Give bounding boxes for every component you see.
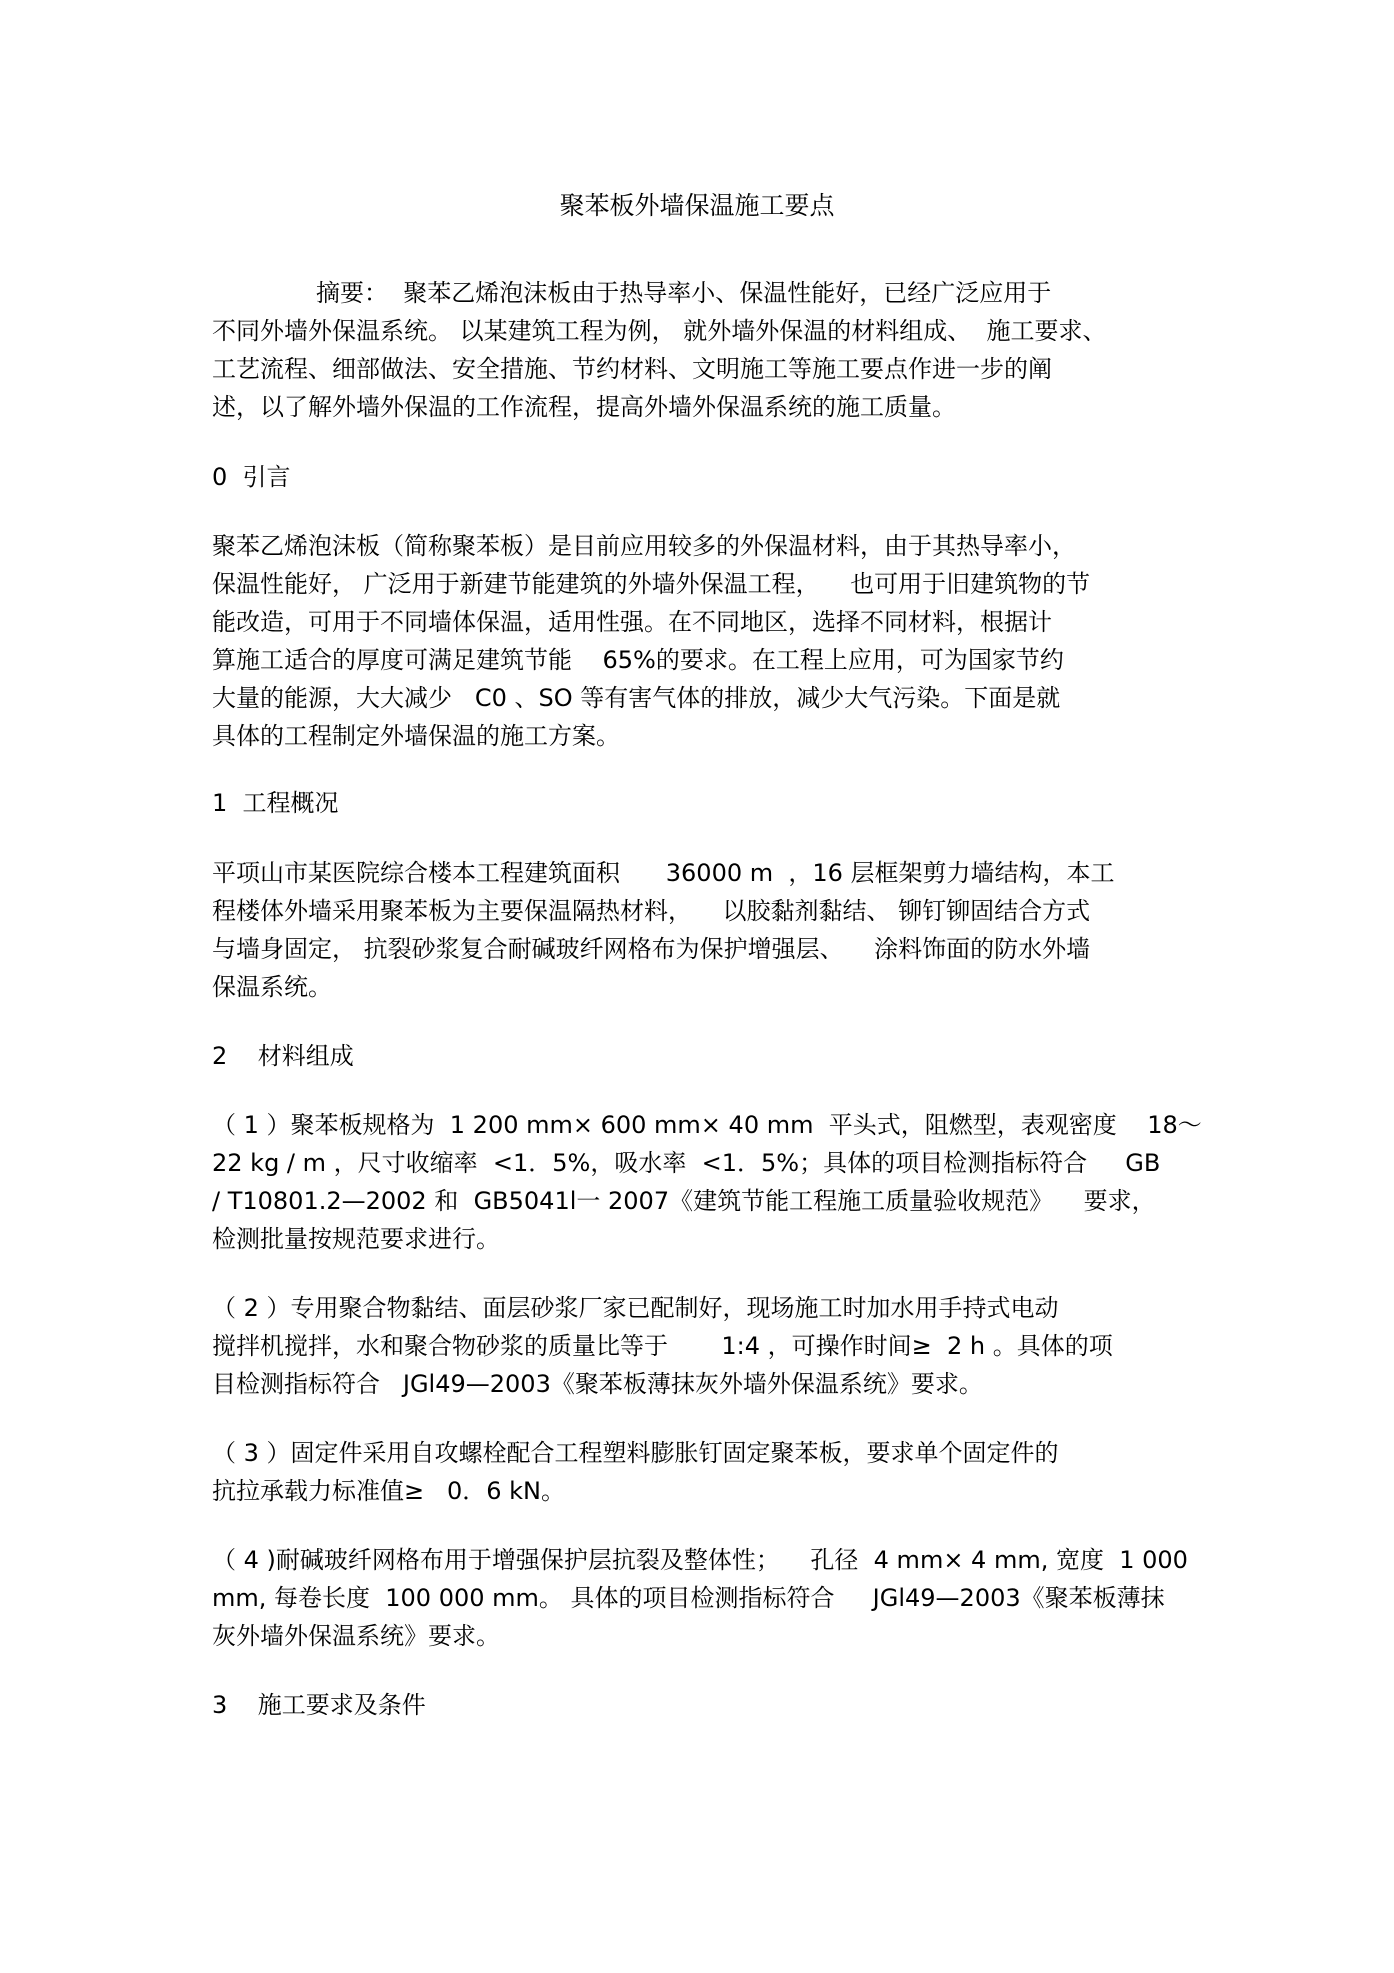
list-item-line: mm, 每卷长度 100 000 mm。 具体的项目检测指标符合 JGl49—2003《聚苯板薄抹 — [212, 1584, 1165, 1612]
section-heading: 2 材料组成 — [212, 1042, 354, 1070]
abstract-line: 摘要： 聚苯乙烯泡沫板由于热导率小、保温性能好，已经广泛应用于 — [316, 279, 1052, 307]
section-heading: 0 引言 — [212, 463, 291, 491]
list-item-line: 搅拌机搅拌，水和聚合物砂浆的质量比等于 1:4 ，可操作时间≥ 2 h 。具体的项 — [212, 1332, 1113, 1360]
list-item-line: 检测批量按规范要求进行。 — [212, 1225, 500, 1253]
abstract-line: 述，以了解外墙外保温的工作流程，提高外墙外保温系统的施工质量。 — [212, 393, 956, 421]
list-item-line: 22 kg / m ，尺寸收缩率 <1．5%，吸水率 <1．5%；具体的项目检测指标符合 GB — [212, 1149, 1161, 1177]
paragraph-line: 平项山市某医院综合楼本工程建筑面积 36000 m ，16 层框架剪力墙结构，本工 — [212, 859, 1115, 887]
list-item-line: （ 3 ）固定件采用自攻螺栓配合工程塑料膨胀钉固定聚苯板，要求单个固定件的 — [212, 1439, 1059, 1467]
abstract-line: 工艺流程、细部做法、安全措施、节约材料、文明施工等施工要点作进一步的阐 — [212, 355, 1052, 383]
abstract-line: 不同外墙外保温系统。 以某建筑工程为例， 就外墙外保温的材料组成、 施工要求、 — [212, 317, 1107, 345]
list-item-line: 灰外墙外保温系统》要求。 — [212, 1622, 500, 1650]
paragraph-line: 保温性能好， 广泛用于新建节能建筑的外墙外保温工程， 也可用于旧建筑物的节 — [212, 570, 1091, 598]
paragraph-line: 聚苯乙烯泡沫板（简称聚苯板）是目前应用较多的外保温材料，由于其热导率小， — [212, 532, 1076, 560]
section-heading: 3 施工要求及条件 — [212, 1691, 426, 1719]
section-heading: 1 工程概况 — [212, 789, 339, 817]
paragraph-line: 保温系统。 — [212, 973, 332, 1001]
list-item-line: （ 1 ）聚苯板规格为 1 200 mm× 600 mm× 40 mm 平头式，阻燃型，表观密度 18～ — [212, 1111, 1202, 1139]
paragraph-line: 能改造，可用于不同墙体保温，适用性强。在不同地区，选择不同材料，根据计 — [212, 608, 1052, 636]
paragraph-line: 算施工适合的厚度可满足建筑节能 65%的要求。在工程上应用，可为国家节约 — [212, 646, 1064, 674]
list-item-line: （ 2 ）专用聚合物黏结、面层砂浆厂家已配制好，现场施工时加水用手持式电动 — [212, 1294, 1059, 1322]
list-item-line: 抗拉承载力标准值≥ 0．6 kN。 — [212, 1477, 566, 1505]
paragraph-line: 具体的工程制定外墙保温的施工方案。 — [212, 722, 620, 750]
list-item-line: / T10801.2—2002 和 GB5041l一 2007《建筑节能工程施工质量验收规范》 要求， — [212, 1187, 1156, 1215]
paragraph-line: 大量的能源，大大减少 C0 、SO 等有害气体的排放，减少大气污染。下面是就 — [212, 684, 1061, 712]
list-item-line: 目检测指标符合 JGl49—2003《聚苯板薄抹灰外墙外保温系统》要求。 — [212, 1370, 983, 1398]
document-title: 聚苯板外墙保温施工要点 — [559, 191, 835, 220]
list-item-line: （ 4 )耐碱玻纤网格布用于增强保护层抗裂及整体性； 孔径 4 mm× 4 mm, 宽度 1 000 — [212, 1546, 1188, 1574]
paragraph-line: 与墙身固定， 抗裂砂浆复合耐碱玻纤网格布为保护增强层、 涂料饰面的防水外墙 — [212, 935, 1091, 963]
paragraph-line: 程楼体外墙采用聚苯板为主要保温隔热材料， 以胶黏剂黏结、 铆钉铆固结合方式 — [212, 897, 1091, 925]
